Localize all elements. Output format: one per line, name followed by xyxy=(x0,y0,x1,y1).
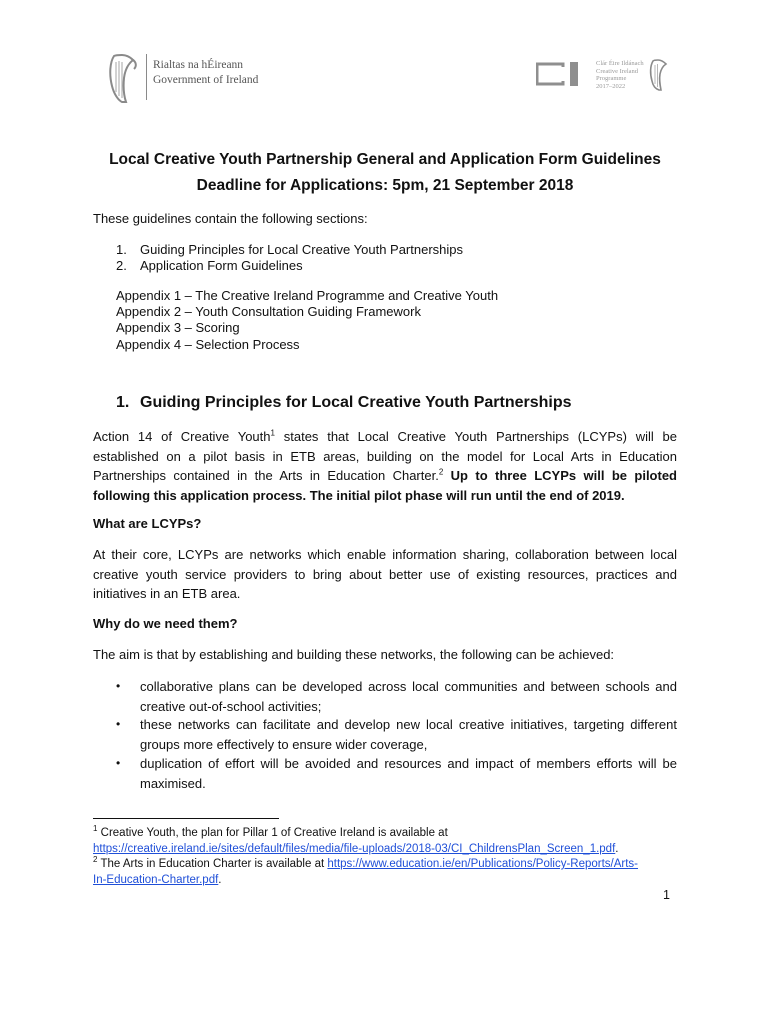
document-deadline: Deadline for Applications: 5pm, 21 September 2018 xyxy=(196,177,574,194)
footnote-ref[interactable]: 2 xyxy=(438,467,444,477)
footnote-text: Creative Youth, the plan for Pillar 1 of Creative Ireland is available at xyxy=(97,827,448,839)
ci-line: Creative Ireland xyxy=(596,67,639,75)
paragraph-text: Action 14 of Creative Youth xyxy=(93,429,271,444)
paragraph-what: At their core, LCYPs are networks which enable information sharing, collaboration between local creative youth service providers to bring about better use of existing resources, practices and initiatives in an ETB area. xyxy=(93,547,677,601)
footnote-divider xyxy=(93,818,279,819)
government-name-english: Government of Ireland xyxy=(153,74,259,86)
intro-text: These guidelines contain the following sections: xyxy=(93,211,368,226)
harp-icon xyxy=(648,58,670,92)
paragraph-text: states that Local Creative Youth Partnerships (LCYPs) will be established on a pilot basis in ETB areas, building on the model for Local Arts in Education Partnerships contained in the Arts in Education Charter. xyxy=(93,429,677,483)
list-item-number: 2. xyxy=(116,258,127,273)
list-item-number: 1. xyxy=(116,242,127,257)
bullet-marker: • xyxy=(116,756,121,770)
creative-ireland-logo xyxy=(536,58,676,94)
creative-ireland-text xyxy=(596,60,644,90)
footnote-link-creative-youth[interactable]: https://creative.ireland.ie/sites/default/files/media/file-uploads/2018-03/CI_ChildrensPlan_Screen_1.pdf xyxy=(93,842,616,855)
list-item xyxy=(116,258,303,275)
government-name-irish: Rialtas na hÉireann xyxy=(153,59,244,71)
appendix-item: Appendix 3 – Scoring xyxy=(116,320,240,335)
paragraph-action-14 xyxy=(93,427,677,505)
footnote-number: 1 xyxy=(93,824,98,834)
footnote-number: 2 xyxy=(93,855,98,865)
footnote-text: . xyxy=(615,842,619,855)
government-name xyxy=(153,58,258,88)
footnote-link-arts-charter[interactable]: https://www.education.ie/en/Publications/Policy-Reports/Arts- xyxy=(327,858,639,870)
appendix-item: Appendix 1 – The Creative Ireland Programme and Creative Youth xyxy=(116,288,499,303)
appendix-item: Appendix 2 – Youth Consultation Guiding Framework xyxy=(116,304,421,319)
section-heading xyxy=(116,394,572,412)
footnote-ref[interactable]: 1 xyxy=(270,428,275,438)
section-title: Guiding Principles for Local Creative Youth Partnerships xyxy=(140,394,572,411)
creative-ireland-mark-icon xyxy=(536,62,584,86)
ci-line: 2017–2022 xyxy=(596,82,626,90)
section-number: 1. xyxy=(116,394,130,411)
list-item xyxy=(116,242,463,259)
list-item-label: Guiding Principles for Local Creative Youth Partnerships xyxy=(140,242,464,257)
bullet-marker: • xyxy=(116,717,121,731)
list-item-label: Application Form Guidelines xyxy=(140,258,303,273)
bullet-item: duplication of effort will be avoided and resources and impact of members efforts will be maximised. xyxy=(140,756,677,791)
bullet-item: collaborative plans can be developed across local communities and between schools and creative out-of-school activities; xyxy=(140,679,677,714)
paragraph-why: The aim is that by establishing and building these networks, the following can be achieved: xyxy=(93,647,615,662)
document-title: Local Creative Youth Partnership General and Application Form Guidelines xyxy=(109,151,661,168)
harp-icon xyxy=(106,52,140,104)
footnote-link-arts-charter[interactable]: In-Education-Charter.pdf xyxy=(93,873,219,886)
ci-line: Clár Éire Ildánach xyxy=(596,60,644,67)
footnote-2 xyxy=(93,857,683,888)
bullet-marker: • xyxy=(116,679,121,693)
page-number: 1 xyxy=(663,888,670,902)
footnote-text: The Arts in Education Charter is available at xyxy=(97,858,328,870)
government-of-ireland-logo xyxy=(106,52,276,104)
subheading-what: What are LCYPs? xyxy=(93,516,202,531)
logo-divider xyxy=(146,54,147,100)
appendix-item: Appendix 4 – Selection Process xyxy=(116,337,300,352)
footnote-text: . xyxy=(218,873,222,886)
ci-line: Programme xyxy=(596,75,627,82)
subheading-why: Why do we need them? xyxy=(93,616,238,631)
footnote-1 xyxy=(93,826,683,857)
paragraph-bold-text: Up to three LCYPs will be piloted following this application process. The initial pilot phase will run until the end of 2019. xyxy=(93,468,677,503)
bullet-item: these networks can facilitate and develop new local creative initiatives, targeting different groups more effectively to ensure wider coverage, xyxy=(140,717,677,752)
